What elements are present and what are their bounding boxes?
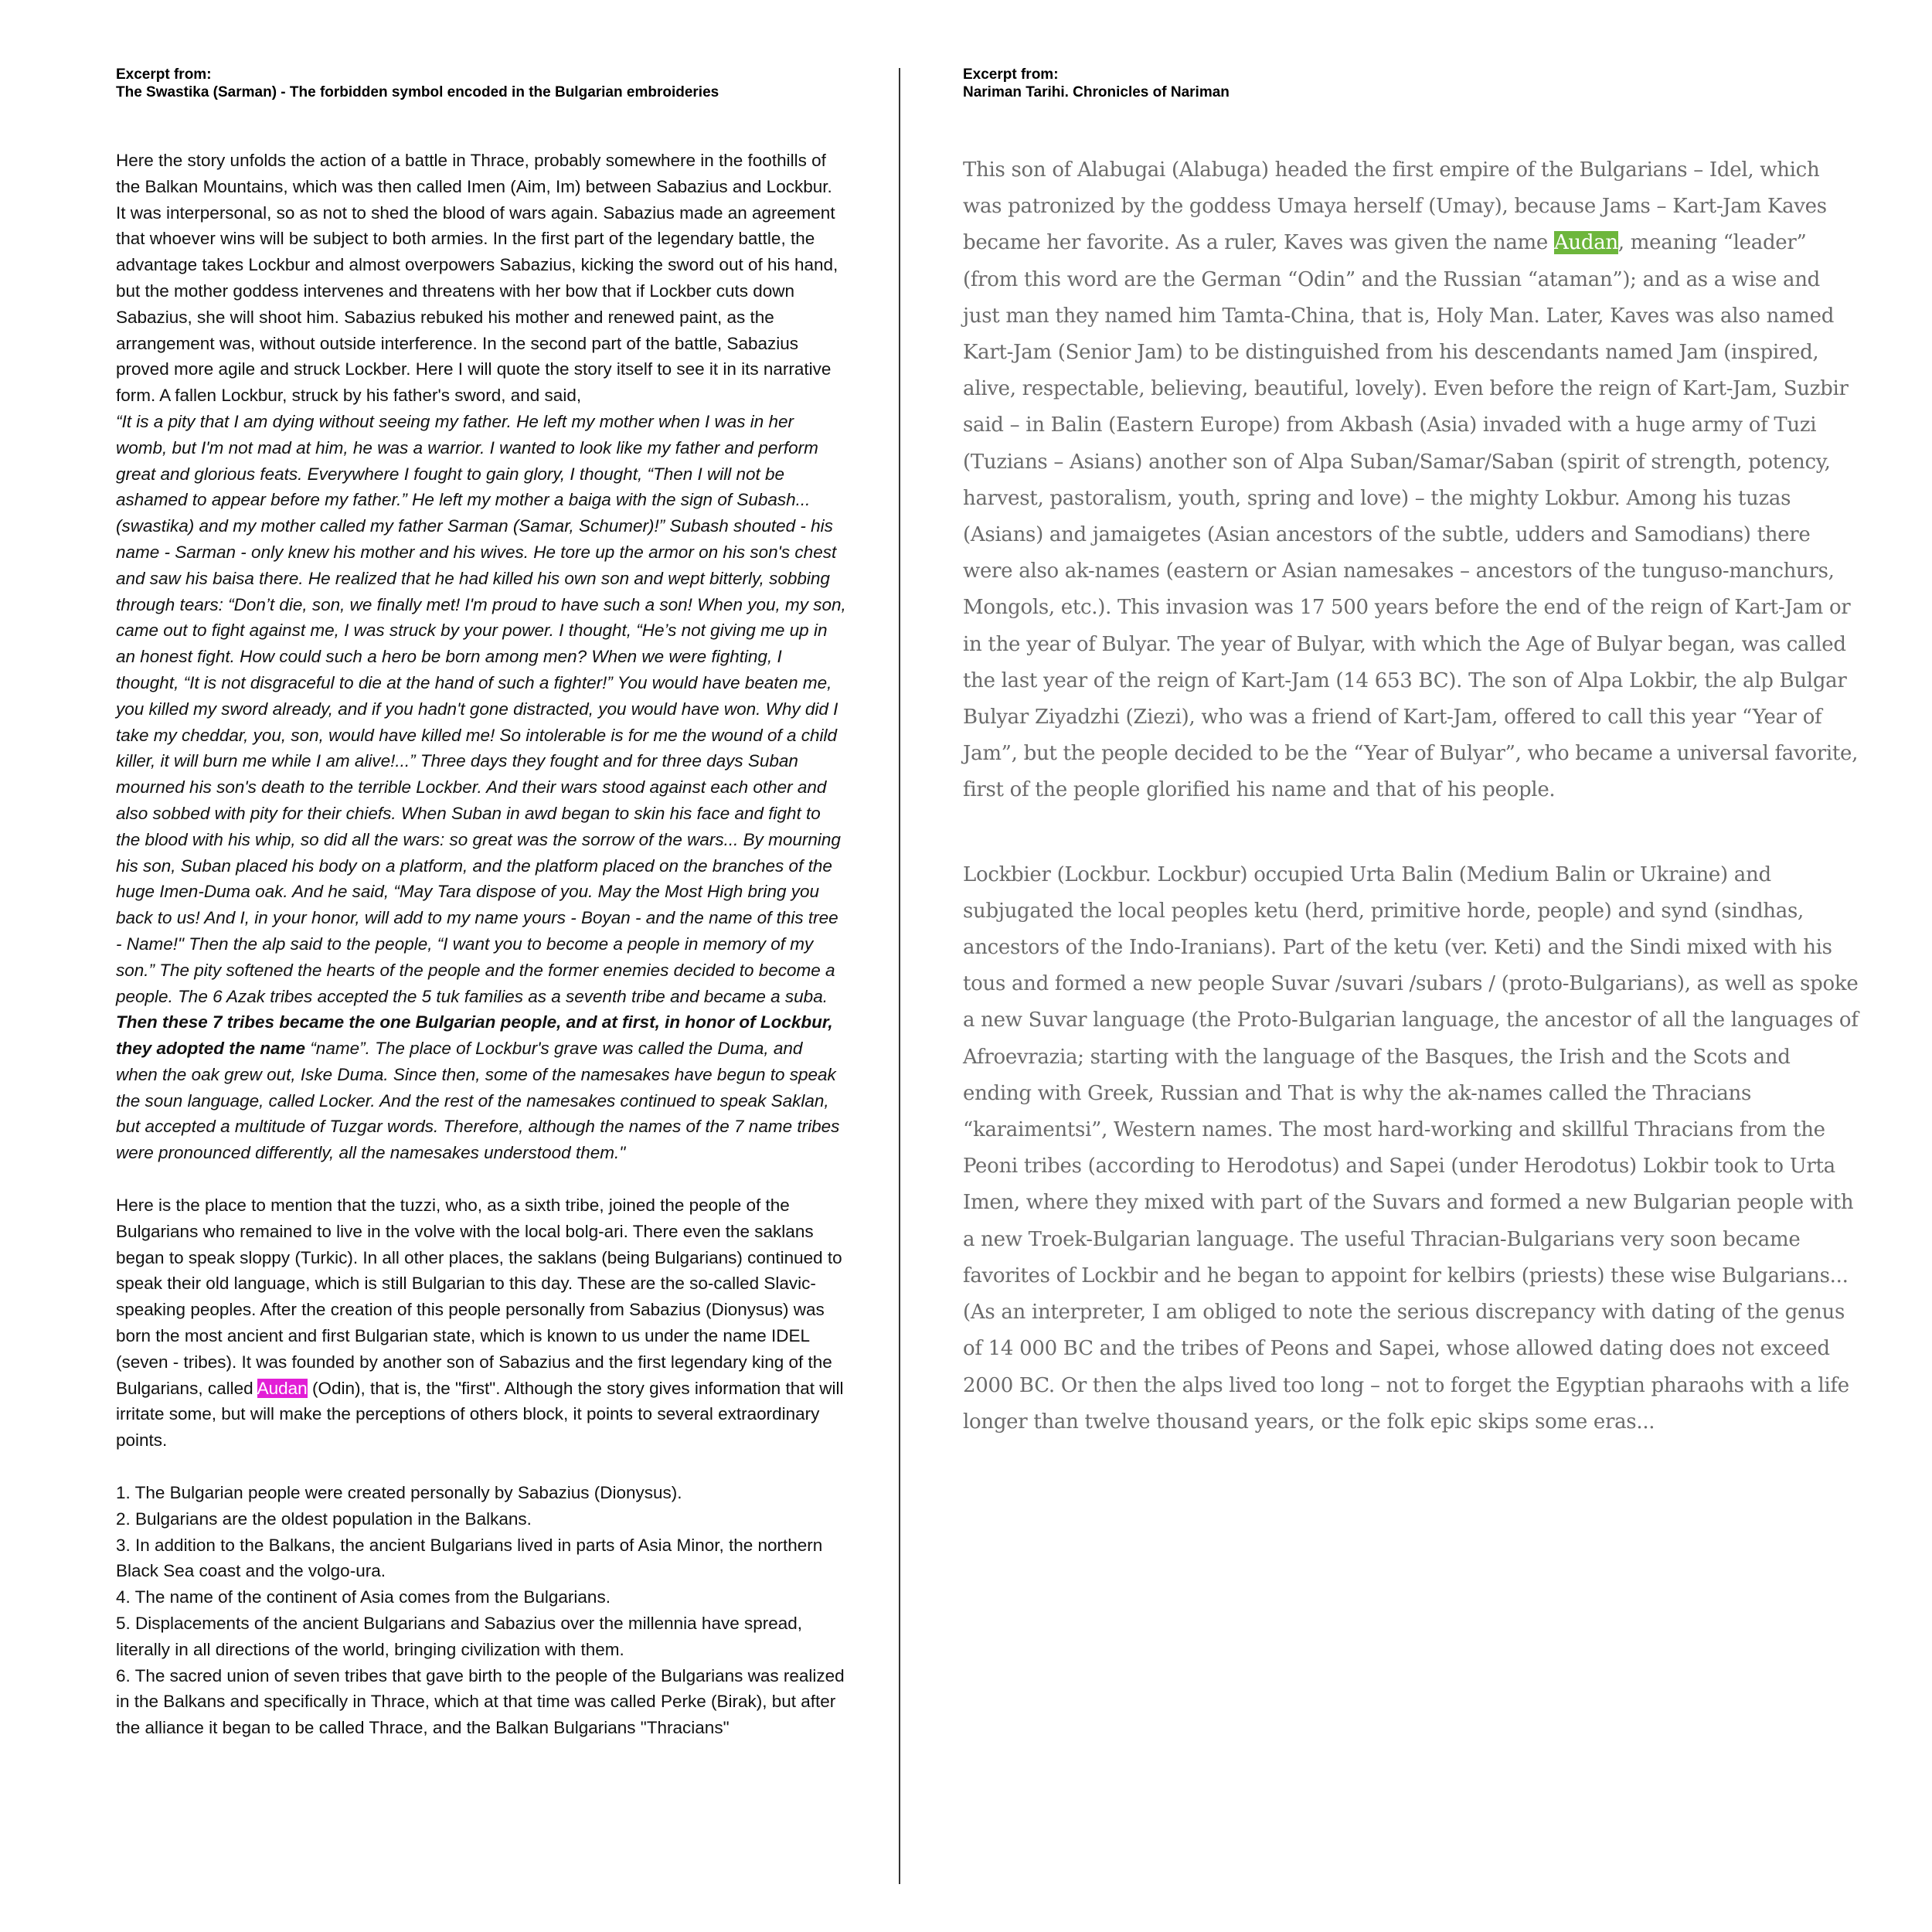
right-second-paragraph: Lockbier (Lockbur. Lockbur) occupied Urta Balin (Medium Balin or Ukraine) and subjugated the local peoples ketu (herd, primitive horde, people) and synd (sindhas, ancestors of the Indo-Iranians). Part of the ketu (ver. Keti) and the Sindi mixed with his tous and formed a new people Suvar /suvari /subars / (proto-Bulgarians), as well as spoke a new Suvar language (the Proto-Bulgarian language, the ancestor of all the languages of Afroevrazia; starting with the language of the Basques, the Irish and the Scots and ending with Greek, Russian and That is why the ak-names called the Thracians “karaimentsi”, Western names. The most hard-working and skillful Thracians from the Peoni tribes (according to Herodotus) and Sapei (under Herodotus) Lokbir took to Urta Imen, where they mixed with part of the Suvars and formed a new Bulgarian people with a new Troek-Bulgarian language. The useful Thracian-Bulgarians very soon became favorites of Lockbir and he began to appoint for kelbirs (priests) these wise Bulgarians...: [963, 862, 1859, 1287]
p1-text-before: This son of Alabugai (Alabuga) headed the first empire of the Bulgarians – Idel, which was patronized by the goddess Umaya herself (Umay), because Jams – Kart-Jam Kaves became her favorite. As a ruler, Kaves was given the name: [963, 158, 1827, 255]
right-interpreter-note: (As an interpreter, I am obliged to note the serious discrepancy with dating of the genus of 14 000 BC and the tribes of Peons and Sapei, whose allowed dating does not exceed 2000 BC. Or then the alps lived too long – not to forget the Egyptian pharaohs with a life longer than twelve thousand years, or the folk epic skips some eras...: [963, 1301, 1849, 1434]
quote-bold-text: Then these 7 tribes became the one Bulgarian people, and at first, in honor of Lockbur, they adopted the name: [116, 1012, 833, 1059]
list-item: 2. Bulgarians are the oldest population in the Balkans.: [116, 1509, 532, 1529]
right-header-source: Nariman Tarihi. Chronicles of Nariman: [963, 84, 1230, 100]
left-intro-paragraph: Here the story unfolds the action of a battle in Thrace, probably somewhere in the foothills of the Balkan Mountains, which was then called Imen (Aim, Im) between Sabazius and Lockbur. It was interpersonal, so as not to shed the blood of wars again. Sabazius made an agreement that whoever wins will be subject to both armies. In the first part of the legendary battle, the advantage takes Lockbur and almost overpowers Sabazius, kicking the sword out of his hand, but the mother goddess intervenes and threatens with her bow that if Lockber cuts down Sabazius, she will shoot him. Sabazius rebuked his mother and renewed paint, as the arrangement was, without outside interference. In the second part of the battle, Sabazius proved more agile and struck Lockber. Here I will quote the story itself to see it in its narrative form. A fallen Lockbur, struck by his father's sword, and said,: [116, 151, 838, 406]
p1-text-after: , meaning “leader” (from this word are the German “Odin” and the Russian “ataman”); and as a wise and just man they named him Tamta-China, that is, Holy Man. Later, Kaves was also named Kart-Jam (Senior Jam) to be distinguished from his descendants named Jam (inspired, alive, respectable, believing, beautiful, lovely). Even before the reign of Kart-Jam, Suzbir said – in Balin (Eastern Europe) from Akbash (Asia) invaded with a huge army of Tuzi (Tuzians – Asians) another son of Alpa Suban/Samar/Saban (spirit of strength, potency, harvest, pastoralism, youth, spring and love) – the mighty Lokbur. Among his tuzas (Asians) and jamaigetes (Asian ancestors of the subtle, udders and Samodians) there were also ak-names (eastern or Asian namesakes – ancestors of the tunguso-manchurs, Mongols, etc.). This invasion was 17 500 years before the end of the reign of Kart-Jam or in the year of Bulyar. The year of Bulyar, with which the Age of Bulyar began, was called the last year of the reign of Kart-Jam (14 653 BC). The son of Alpa Lokbir, the alp Bulgar Bulyar Ziyadzhi (Ziezi), who was a friend of Kart-Jam, offered to call this year “Year of Jam”, but the people decided to be the “Year of Bulyar”, who became a universal favorite, first of the people glorified his name and that of his people.: [963, 231, 1859, 802]
quote-text-part1: “It is a pity that I am dying without seeing my father. He left my mother when I was in her womb, but I'm not mad at him, he was a warrior. I wanted to look like my father and perform great and glorious feats. Everywhere I fought to gain glory, I thought, “Then I will not be ashamed to appear before my father.” He left my mother a baiga with the sign of Subash... (swastika) and my mother called my father Sarman (Samar, Schumer)!” Subash shouted - his name - Sarman - only knew his mother and his wives. He tore up the armor on his son's chest and saw his baisa there. He realized that he had killed his own son and wept bitterly, sobbing through tears: “Don’t die, son, we finally met! I'm proud to have such a son! When you, my son, came out to fight against me, I was struck by your power. I thought, “He’s not giving me up in an honest fight. How could such a hero be born among men? When we were fighting, I thought, “It is not disgraceful to die at the hand of such a fighter!” You would have beaten me, you killed my sword already, and if you hadn't gone distracted, you would have won. Why did I take my cheddar, you, son, would have killed me! So intolerable is for me the wound of a child killer, it will burn me while I am alive!...” Three days they fought and for three days Suban mourned his son's death to the terrible Lockber. And their wars stood against each other and also sobbed with pity for their chiefs. When Suban in awd began to skin his face and fight to the blood with his whip, so did all the wars: so great was the sorrow of the wars... By mourning his son, Suban placed his body on a platform, and the platform placed on the branches of the huge Imen-Duma oak. And he said, “May Tara dispose of you. May the Most High bring you back to us! And I, in your honor, will add to my name yours - Boyan - and the name of this tree - Name!" Then the alp said to the people, “I want you to become a people in memory of my son.” The pity softened the hearts of the people and the former enemies decided to become a people. The 6 Azak tribes accepted the 5 tuk families as a seventh tribe and became a suba.: [116, 411, 846, 1006]
points-list: [116, 1480, 846, 1741]
audan-highlight-green: Audan: [1553, 231, 1618, 255]
para2-text-before: Here is the place to mention that the tuzzi, who, as a sixth tribe, joined the people of the Bulgarians who remained to live in the volve with the local bolg-ari. There even the saklans began to speak sloppy (Turkic). In all other places, the saklans (being Bulgarians) continued to speak their old language, which is still Bulgarian to this day. These are the so-called Slavic-speaking peoples. After the creation of this people personally from Sabazius (Dionysus) was born the most ancient and first Bulgarian state, which is known to us under the name IDEL (seven - tribes). It was founded by another son of Sabazius and the first legendary king of the Bulgarians, called: [116, 1196, 842, 1398]
list-item: 4. The name of the continent of Asia comes from the Bulgarians.: [116, 1587, 611, 1607]
column-divider: [899, 68, 900, 1884]
left-quote-paragraph: [116, 409, 846, 1166]
left-column: [116, 66, 846, 1741]
list-item: 6. The sacred union of seven tribes that gave birth to the people of the Bulgarians was realized in the Balkans and specifically in Thrace, which at that time was called Perke (Birak), but after the alliance it began to be called Thrace, and the Balkan Bulgarians "Thracians": [116, 1665, 845, 1738]
left-second-paragraph: [116, 1192, 846, 1454]
right-first-paragraph: [963, 152, 1859, 809]
list-item: 3. In addition to the Balkans, the ancient Bulgarians lived in parts of Asia Minor, the northern Black Sea coast and the volgo-ura.: [116, 1535, 823, 1581]
audan-highlight-pink: Audan: [257, 1378, 308, 1398]
right-excerpt-header: [963, 66, 1859, 101]
para2-text-after: (Odin), that is, the "first". Although the story gives information that will irritate some, but will make the perceptions of others block, it points to several extraordinary points.: [116, 1378, 844, 1451]
right-header-label: Excerpt from:: [963, 66, 1059, 83]
left-header-label: Excerpt from:: [116, 66, 212, 83]
quote-text-part2: “name”. The place of Lockbur's grave was called the Duma, and when the oak grew out, Iske Duma. Since then, some of the namesakes have begun to speak the soun language, called Locker. And the rest of the namesakes continued to speak Saklan, but accepted a multitude of Tuzgar words. Therefore, although the names of the 7 name tribes were pronounced differently, all the namesakes understood them.": [116, 1039, 840, 1163]
left-header-source: The Swastika (Sarman) - The forbidden symbol encoded in the Bulgarian embroideries: [116, 84, 719, 100]
right-column: [963, 66, 1859, 1440]
list-item: 1. The Bulgarian people were created personally by Sabazius (Dionysus).: [116, 1483, 682, 1503]
left-excerpt-header: [116, 66, 846, 101]
list-item: 5. Displacements of the ancient Bulgarians and Sabazius over the millennia have spread, literally in all directions of the world, bringing civilization with them.: [116, 1614, 803, 1659]
